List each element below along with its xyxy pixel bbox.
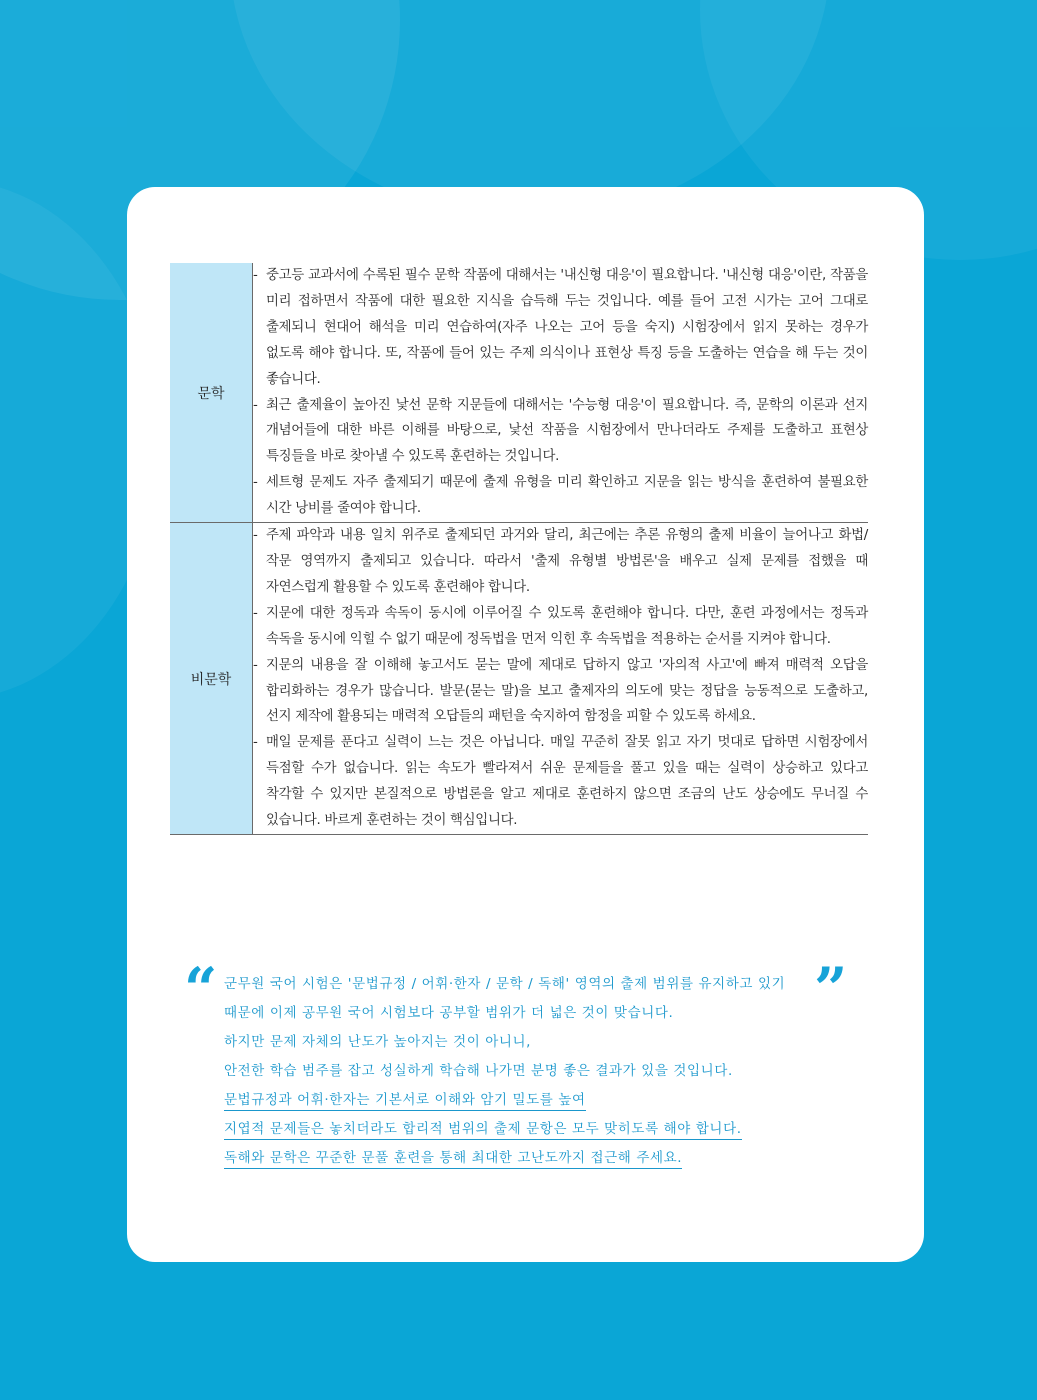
list-item: - 세트형 문제도 자주 출제되기 때문에 출제 유형을 미리 확인하고 지문을 읽는 방식을 훈련하여 불필요한 시간 낭비를 줄여야 합니다.: [253, 470, 868, 522]
category-cell-literature: [170, 263, 253, 523]
list-item: - 지문의 내용을 잘 이해해 놓고서도 묻는 말에 제대로 답하지 않고 '자의적 사고'에 빠져 매력적 오답을 합리화하는 경우가 많습니다. 발문(묻는 말)을 보고 출제자의 의도에 맞는 정답을 능동적으로 도출하고, 선지 제작에 활용되는 매력적 오답들의 패턴을 숙지하여 함정을 피할 수 있도록 하세요.: [253, 653, 868, 731]
table-row: [170, 523, 868, 835]
quote-line-underlined: 지엽적 문제들은 놓치더라도 합리적 범위의 출제 문항은 모두 맞히도록 해야 합니다.: [224, 1117, 742, 1140]
list-item: - 최근 출제율이 높아진 낯선 문학 지문들에 대해서는 '수능형 대응'이 필요합니다. 즉, 문학의 이론과 선지 개념어들에 대한 바른 이해를 바탕으로, 낯선 작품을 시험장에서 만나더라도 주제를 도출하고 표현상 특징들을 바로 찾아낼 수 있도록 훈련하는 것입니다.: [253, 393, 868, 471]
quote-line: 때문에 이제 공무원 국어 시험보다 공부할 범위가 더 넓은 것이 맞습니다.: [224, 1005, 674, 1021]
study-guide-table: [170, 263, 868, 835]
close-quote-icon: ”: [814, 955, 848, 1023]
quote-line-underlined: 문법규정과 어휘·한자는 기본서로 이해와 암기 밀도를 높여: [224, 1088, 586, 1111]
content-cell: [253, 523, 869, 835]
content-card: [127, 187, 924, 1262]
list-item: - 매일 문제를 푼다고 실력이 느는 것은 아닙니다. 매일 꾸준히 잘못 읽고 자기 멋대로 답하면 시험장에서 득점할 수가 없습니다. 읽는 속도가 빨라져서 쉬운 문제들을 풀고 있을 때는 실력이 상승하고 있다고 착각할 수 있지만 본질적으로 방법론을 알고 제대로 훈련하지 않으면 조금의 난도 상승에도 무너질 수 있습니다. 바르게 훈련하는 것이 핵심입니다.: [253, 730, 868, 834]
quote-line: 안전한 학습 범주를 잡고 성실하게 학습해 나가면 분명 좋은 결과가 있을 것입니다.: [224, 1063, 733, 1079]
table-row: [170, 263, 868, 523]
quote-line: 하지만 문제 자체의 난도가 높아지는 것이 아니니,: [224, 1034, 532, 1050]
category-label: 비문학: [190, 671, 232, 688]
quote-line-underlined: 독해와 문학은 꾸준한 문풀 훈련을 통해 최대한 고난도까지 접근해 주세요.: [224, 1146, 682, 1169]
category-label: 문학: [197, 385, 225, 402]
quote-line: 군무원 국어 시험은 '문법규정 / 어휘·한자 / 문학 / 독해' 영역의 출제 범위를 유지하고 있기: [224, 976, 786, 992]
category-cell-nonliterature: [170, 523, 253, 835]
open-quote-icon: “: [184, 955, 218, 1023]
list-item: - 지문에 대한 정독과 속독이 동시에 이루어질 수 있도록 훈련해야 합니다. 다만, 훈련 과정에서는 정독과 속독을 동시에 익힐 수 없기 때문에 정독법을 먼저 익힌 후 속독법을 적용하는 순서를 지켜야 합니다.: [253, 601, 868, 653]
list-item: - 중고등 교과서에 수록된 필수 문학 작품에 대해서는 '내신형 대응'이 필요합니다. '내신형 대응'이란, 작품을 미리 접하면서 작품에 대한 필요한 지식을 습득해 두는 것입니다. 예를 들어 고전 시가는 고어 그대로 출제되니 현대어 해석을 미리 연습하여(자주 나오는 고어 등을 숙지) 시험장에서 읽지 못하는 경우가 없도록 해야 합니다. 또, 작품에 들어 있는 주제 의식이나 표현상 특징 등을 도출하는 연습을 해 두는 것이 좋습니다.: [253, 263, 868, 393]
content-cell: [253, 263, 869, 523]
list-item: - 주제 파악과 내용 일치 위주로 출제되던 과거와 달리, 최근에는 추론 유형의 출제 비율이 늘어나고 화법/작문 영역까지 출제되고 있습니다. 따라서 '출제 유형별 방법론'을 배우고 실제 문제를 접했을 때 자연스럽게 활용할 수 있도록 훈련해야 합니다.: [253, 523, 868, 601]
